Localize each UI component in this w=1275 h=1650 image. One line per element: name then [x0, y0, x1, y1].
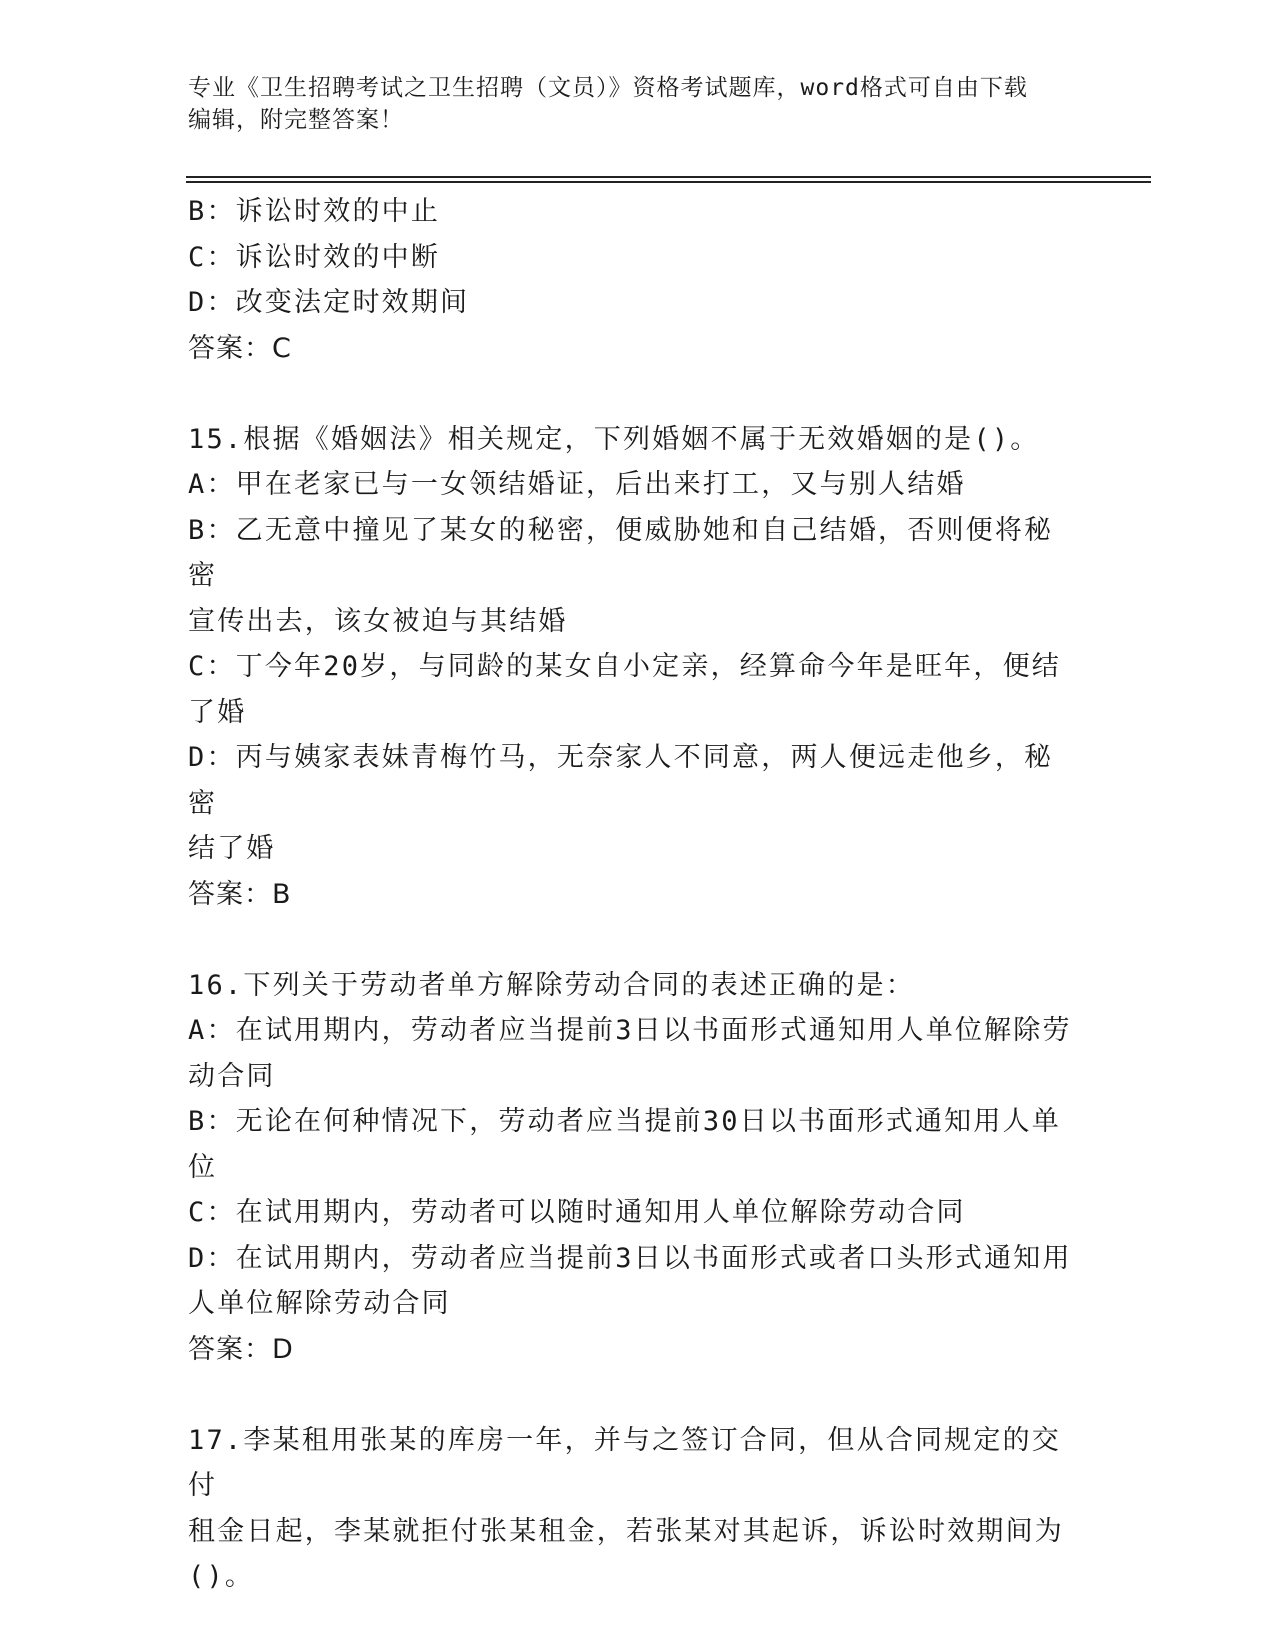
header-line-2: 编辑，附完整答案！ — [188, 107, 404, 133]
question-stem-continued: 租金日起，李某就拒付张某租金，若张某对其起诉，诉讼时效期间为 — [188, 1515, 1064, 1547]
option-c: C：在试用期内，劳动者可以随时通知用人单位解除劳动合同 — [188, 1197, 966, 1228]
option-a: A：在试用期内，劳动者应当提前3日以书面形式通知用人单位解除劳 — [188, 1015, 1072, 1046]
previous-question-block — [188, 189, 1078, 371]
option-c: C：诉讼时效的中断 — [188, 241, 441, 273]
question-stem-continued: ()。 — [188, 1561, 255, 1592]
question-15-block — [188, 417, 1078, 918]
question-stem: 15.根据《婚姻法》相关规定，下列婚姻不属于无效婚姻的是()。 — [188, 423, 1040, 455]
question-stem: 17.李某租用张某的库房一年，并与之签订合同，但从合同规定的交付 — [188, 1424, 1061, 1501]
option-d: D：丙与姨家表妹青梅竹马，无奈家人不同意，两人便远走他乡，秘密 — [188, 742, 1054, 819]
option-d-continued: 人单位解除劳动合同 — [188, 1288, 451, 1319]
option-b-continued: 位 — [188, 1151, 218, 1183]
answer-line: 答案：B — [188, 878, 292, 910]
header-divider-top — [186, 176, 1151, 178]
option-d: D：在试用期内，劳动者应当提前3日以书面形式或者口头形式通知用 — [188, 1242, 1072, 1274]
option-d: D：改变法定时效期间 — [188, 287, 470, 318]
question-17-block — [188, 1418, 1078, 1600]
option-b-continued: 宣传出去，该女被迫与其结婚 — [188, 605, 568, 637]
option-b: B：无论在何种情况下，劳动者应当提前30日以书面形式通知用人单 — [188, 1106, 1061, 1137]
spacer — [188, 1372, 1078, 1418]
option-a-continued: 动合同 — [188, 1060, 276, 1092]
header-divider-bottom — [186, 181, 1151, 183]
spacer — [188, 917, 1078, 963]
option-a: A：甲在老家已与一女领结婚证，后出来打工，又与别人结婚 — [188, 469, 966, 500]
header-line-1: 专业《卫生招聘考试之卫生招聘（文员）》资格考试题库，word格式可自由下载 — [188, 75, 1028, 101]
spacer — [188, 371, 1078, 417]
option-b: B：诉讼时效的中止 — [188, 196, 441, 227]
answer-line: 答案：C — [188, 332, 292, 364]
option-c: C：丁今年20岁，与同龄的某女自小定亲，经算命今年是旺年，便结 — [188, 651, 1061, 682]
question-stem: 16.下列关于劳动者单方解除劳动合同的表述正确的是： — [188, 969, 915, 1001]
option-b: B：乙无意中撞见了某女的秘密，便威胁她和自己结婚，否则便将秘密 — [188, 514, 1054, 591]
option-c-continued: 了婚 — [188, 696, 247, 728]
question-content — [188, 189, 1078, 1600]
answer-line: 答案：D — [188, 1333, 294, 1365]
option-d-continued: 结了婚 — [188, 833, 276, 864]
question-16-block — [188, 963, 1078, 1373]
document-header — [188, 72, 1088, 136]
